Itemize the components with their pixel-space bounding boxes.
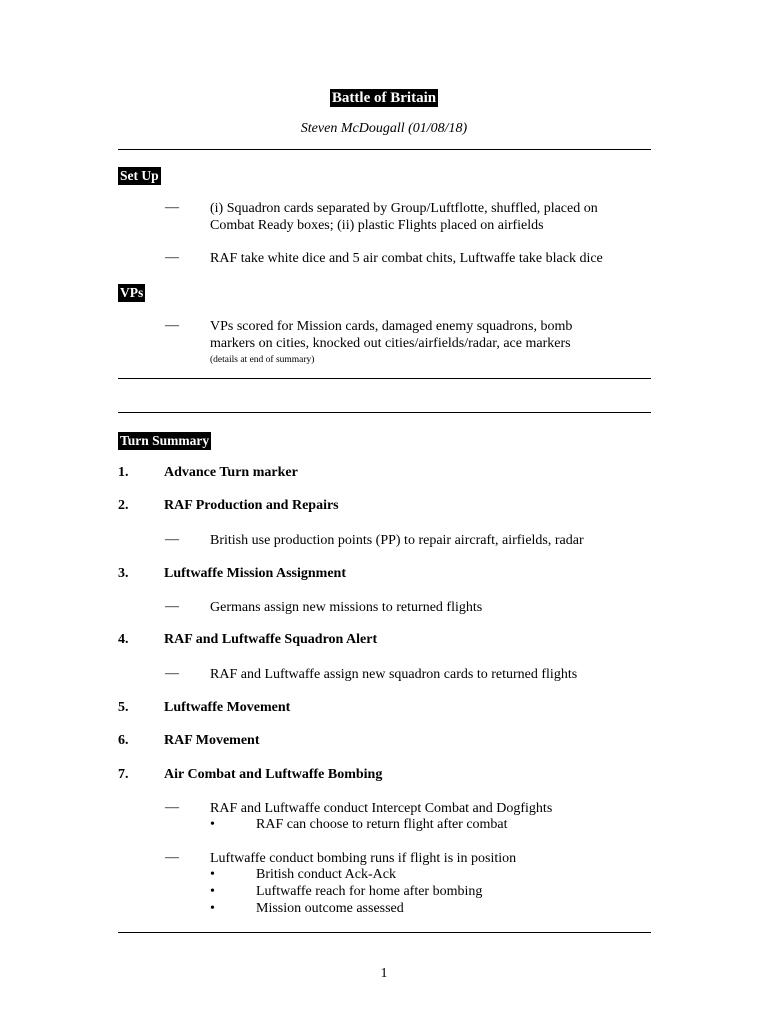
bullet-marker: • [210,867,215,882]
dash-marker: — [165,666,179,681]
step-number: 1. [118,465,129,480]
bullet-item: Luftwaffe reach for home after bombing [256,884,483,899]
dash-marker: — [165,800,179,815]
divider [118,149,651,150]
bullet-marker: • [210,817,215,832]
section-heading-setup: Set Up [120,168,159,183]
page-number: 1 [380,966,388,981]
document-author: Steven McDougall (01/08/18) [300,121,468,136]
bullet-marker: • [210,901,215,916]
step-number: 2. [118,498,129,513]
step-detail: RAF and Luftwaffe conduct Intercept Combat and Dogfights [210,801,553,816]
vps-item-1-note: (details at end of summary) [210,355,315,365]
dash-marker: — [165,200,179,215]
divider [118,932,651,933]
step-detail: Germans assign new missions to returned flights [210,600,483,615]
step-number: 4. [118,632,129,647]
setup-item-1 [210,200,598,234]
step-number: 3. [118,566,129,581]
step-label: Luftwaffe Mission Assignment [164,566,347,581]
bullet-item: Mission outcome assessed [256,901,404,916]
section-heading-vps: VPs [120,285,144,300]
divider [118,378,651,379]
document-title: Battle of Britain [331,90,437,106]
vps-item-1-line1: VPs scored for Mission cards, damaged enemy squadrons, bomb [210,319,573,334]
vps-item-1 [210,318,572,369]
dash-marker: — [165,599,179,614]
step-label: RAF Movement [164,733,260,748]
divider [118,412,651,413]
vps-item-1-line2: markers on cities, knocked out cities/airfields/radar, ace markers [210,336,571,351]
section-heading-turn-summary: Turn Summary [120,433,210,448]
bullet-marker: • [210,884,215,899]
step-detail: Luftwaffe conduct bombing runs if flight is in position [210,851,517,866]
setup-item-1-line2: Combat Ready boxes; (ii) plastic Flights placed on airfields [210,218,544,233]
step-detail: British use production points (PP) to repair aircraft, airfields, radar [210,533,584,548]
setup-item-1-line1: (i) Squadron cards separated by Group/Luftflotte, shuffled, placed on [210,201,598,216]
step-number: 7. [118,767,129,782]
setup-item-2: RAF take white dice and 5 air combat chits, Luftwaffe take black dice [210,251,603,266]
step-label: Air Combat and Luftwaffe Bombing [164,767,383,782]
step-number: 6. [118,733,129,748]
dash-marker: — [165,250,179,265]
step-label: RAF and Luftwaffe Squadron Alert [164,632,378,647]
dash-marker: — [165,850,179,865]
step-detail: RAF and Luftwaffe assign new squadron cards to returned flights [210,667,578,682]
dash-marker: — [165,532,179,547]
step-label: Luftwaffe Movement [164,700,291,715]
step-number: 5. [118,700,129,715]
bullet-item: RAF can choose to return flight after combat [256,817,508,832]
bullet-item: British conduct Ack-Ack [256,867,396,882]
document-title-wrap [0,89,768,107]
dash-marker: — [165,318,179,333]
step-label: Advance Turn marker [164,465,298,480]
step-label: RAF Production and Repairs [164,498,339,513]
